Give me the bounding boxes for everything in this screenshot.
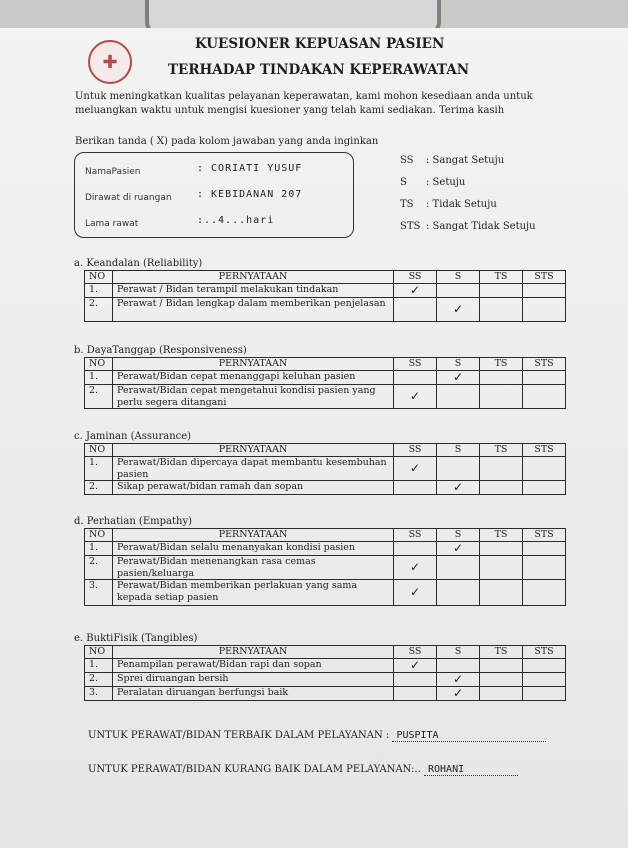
patient-info-box [74,152,354,238]
answer-cell-s[interactable] [437,659,480,673]
answer-cell-ts[interactable] [480,659,523,673]
rating-table [84,270,566,322]
row-number: 1. [85,659,113,673]
answer-cell-s[interactable] [437,284,480,298]
rating-table [84,645,566,701]
section-title: c. Jaminan (Assurance) [74,431,192,442]
table-header-row [85,646,566,659]
answer-cell-ss[interactable] [394,284,437,298]
table-row [85,687,566,701]
answer-legend [400,150,536,238]
stay-label: Lama rawat [85,219,139,229]
stay-field[interactable]: :..4...hari [197,215,275,226]
statement-text: Sikap perawat/bidan ramah dan sopan [113,481,394,495]
intro-line-1: Untuk meningkatkan kualitas pelayanan keperawatan, kami mohon kesediaan anda untuk [75,91,533,102]
answer-cell-sts[interactable] [523,298,566,322]
header-no: NO [85,358,113,371]
worst-nurse-field[interactable]: ROHANI [424,764,518,776]
check-mark-icon: ✓ [452,540,464,555]
statement-text: Perawat/Bidan cepat mengetahui kondisi pasien yang perlu segera ditangani [113,385,394,409]
table-header-row [85,444,566,457]
room-label: Dirawat di ruangan [85,193,172,203]
statement-text: Perawat/Bidan memberikan perlakuan yang sama kepada setiap pasien [113,580,394,606]
check-mark-icon: ✓ [452,479,464,494]
check-mark-icon: ✓ [409,584,421,599]
section-title: d. Perhatian (Empathy) [74,516,192,527]
table-header-row [85,358,566,371]
answer-cell-sts[interactable] [523,687,566,701]
table-row [85,385,566,409]
instruction-text: Berikan tanda ( X) pada kolom jawaban yang anda inginkan [75,136,379,147]
section-title: e. BuktiFisik (Tangibles) [74,633,198,644]
answer-cell-s[interactable] [437,580,480,606]
header-statement: PERNYATAAN [113,271,394,284]
section-1 [74,345,566,409]
row-number: 3. [85,687,113,701]
table-row [85,284,566,298]
answer-cell-ss[interactable] [394,385,437,409]
rating-table [84,443,566,495]
check-mark-icon: ✓ [452,301,464,316]
answer-cell-ss[interactable] [394,457,437,481]
check-mark-icon: ✓ [452,369,464,384]
statement-text: Perawat/Bidan menenangkan rasa cemas pasien/keluarga [113,556,394,580]
section-title: a. Keandalan (Reliability) [74,258,203,269]
answer-cell-sts[interactable] [523,284,566,298]
answer-cell-s[interactable] [437,556,480,580]
patient-name-label: NamaPasien [85,167,141,177]
answer-cell-ss[interactable] [394,580,437,606]
answer-cell-sts[interactable] [523,385,566,409]
header-sts: STS [523,646,566,659]
section-0 [74,258,566,322]
answer-cell-ts[interactable] [480,385,523,409]
section-4 [74,633,566,701]
answer-cell-ts[interactable] [480,556,523,580]
header-ss: SS [394,358,437,371]
intro-line-2: meluangkan waktu untuk mengisi kuesioner yang telah kami sediakan. Terima kasih [75,105,505,116]
answer-cell-ts[interactable] [480,298,523,322]
answer-cell-s[interactable] [437,371,480,385]
header-no: NO [85,529,113,542]
answer-cell-ts[interactable] [480,542,523,556]
header-statement: PERNYATAAN [113,444,394,457]
legend-item: SS : Sangat Setuju [400,155,505,166]
worst-nurse-label: UNTUK PERAWAT/BIDAN KURANG BAIK DALAM PELAYANAN:.. [88,764,421,775]
answer-cell-sts[interactable] [523,481,566,495]
header-ss: SS [394,646,437,659]
statement-text: Perawat / Bidan lengkap dalam memberikan penjelasan [113,298,394,322]
table-row [85,659,566,673]
legend-item: TS : Tidak Setuju [400,199,497,210]
section-title: b. DayaTanggap (Responsiveness) [74,345,247,356]
worst-nurse-line [88,764,518,776]
check-mark-icon: ✓ [409,559,421,574]
table-row [85,580,566,606]
header-s: S [437,271,480,284]
row-number: 2. [85,673,113,687]
header-ts: TS [480,444,523,457]
rating-table [84,357,566,409]
header-ss: SS [394,444,437,457]
statement-text: Sprei diruangan bersih [113,673,394,687]
statement-text: Perawat/Bidan cepat menanggapi keluhan pasien [113,371,394,385]
answer-cell-ts[interactable] [480,457,523,481]
row-number: 1. [85,284,113,298]
header-sts: STS [523,529,566,542]
best-nurse-line [88,730,546,742]
legend-item: STS : Sangat Tidak Setuju [400,221,536,232]
title-line-2: TERHADAP TINDAKAN KEPERAWATAN [168,62,470,78]
answer-cell-ts[interactable] [480,284,523,298]
answer-cell-sts[interactable] [523,673,566,687]
check-mark-icon: ✓ [409,657,421,672]
row-number: 1. [85,542,113,556]
answer-cell-ts[interactable] [480,687,523,701]
header-s: S [437,529,480,542]
answer-cell-s[interactable] [437,542,480,556]
legend-item: S : Setuju [400,177,466,188]
header-s: S [437,444,480,457]
answer-cell-s[interactable] [437,687,480,701]
header-statement: PERNYATAAN [113,646,394,659]
row-number: 2. [85,481,113,495]
table-row [85,298,566,322]
check-mark-icon: ✓ [452,685,464,700]
rating-table [84,528,566,606]
answer-cell-ts[interactable] [480,371,523,385]
answer-cell-ss[interactable] [394,481,437,495]
header-ts: TS [480,646,523,659]
answer-cell-ss[interactable] [394,371,437,385]
table-header-row [85,529,566,542]
header-statement: PERNYATAAN [113,529,394,542]
answer-cell-ss[interactable] [394,687,437,701]
table-row [85,457,566,481]
header-no: NO [85,444,113,457]
answer-cell-s[interactable] [437,385,480,409]
answer-cell-sts[interactable] [523,580,566,606]
patient-name-field[interactable]: : CORIATI YUSUF [197,163,303,174]
answer-cell-s[interactable] [437,298,480,322]
title-line-1: KUESIONER KEPUASAN PASIEN [195,36,445,52]
answer-cell-ss[interactable] [394,542,437,556]
row-number: 2. [85,556,113,580]
table-row [85,371,566,385]
section-2 [74,431,566,495]
answer-cell-ss[interactable] [394,298,437,322]
answer-cell-s[interactable] [437,481,480,495]
header-sts: STS [523,444,566,457]
answer-cell-sts[interactable] [523,371,566,385]
answer-cell-s[interactable] [437,457,480,481]
answer-cell-sts[interactable] [523,542,566,556]
answer-cell-ts[interactable] [480,481,523,495]
statement-text: Peralatan diruangan berfungsi baik [113,687,394,701]
header-no: NO [85,646,113,659]
header-ss: SS [394,529,437,542]
table-row [85,673,566,687]
answer-cell-ss[interactable] [394,673,437,687]
answer-cell-sts[interactable] [523,659,566,673]
table-row [85,556,566,580]
answer-cell-ss[interactable] [394,659,437,673]
statement-text: Perawat / Bidan terampil melakukan tindakan [113,284,394,298]
row-number: 1. [85,457,113,481]
header-ts: TS [480,358,523,371]
row-number: 1. [85,371,113,385]
room-field[interactable]: : KEBIDANAN 207 [197,189,303,200]
intro-text [75,90,545,118]
check-mark-icon: ✓ [409,282,421,297]
header-s: S [437,646,480,659]
row-number: 2. [85,385,113,409]
table-row [85,542,566,556]
header-ts: TS [480,529,523,542]
header-sts: STS [523,271,566,284]
check-mark-icon: ✓ [409,388,421,403]
hospital-logo-icon: ✚ [88,40,132,84]
statement-text: Penampilan perawat/Bidan rapi dan sopan [113,659,394,673]
header-no: NO [85,271,113,284]
answer-cell-ts[interactable] [480,580,523,606]
answer-cell-sts[interactable] [523,556,566,580]
table-header-row [85,271,566,284]
answer-cell-s[interactable] [437,673,480,687]
header-ts: TS [480,271,523,284]
answer-cell-ss[interactable] [394,556,437,580]
best-nurse-label: UNTUK PERAWAT/BIDAN TERBAIK DALAM PELAYANAN : [88,730,390,741]
header-statement: PERNYATAAN [113,358,394,371]
header-ss: SS [394,271,437,284]
row-number: 3. [85,580,113,606]
row-number: 2. [85,298,113,322]
section-3 [74,516,566,606]
answer-cell-ts[interactable] [480,673,523,687]
header-sts: STS [523,358,566,371]
check-mark-icon: ✓ [409,460,421,475]
statement-text: Perawat/Bidan dipercaya dapat membantu kesembuhan pasien [113,457,394,481]
statement-text: Perawat/Bidan selalu menanyakan kondisi pasien [113,542,394,556]
answer-cell-sts[interactable] [523,457,566,481]
check-mark-icon: ✓ [452,671,464,686]
best-nurse-field[interactable]: PUSPITA [392,730,546,742]
header-s: S [437,358,480,371]
table-row [85,481,566,495]
